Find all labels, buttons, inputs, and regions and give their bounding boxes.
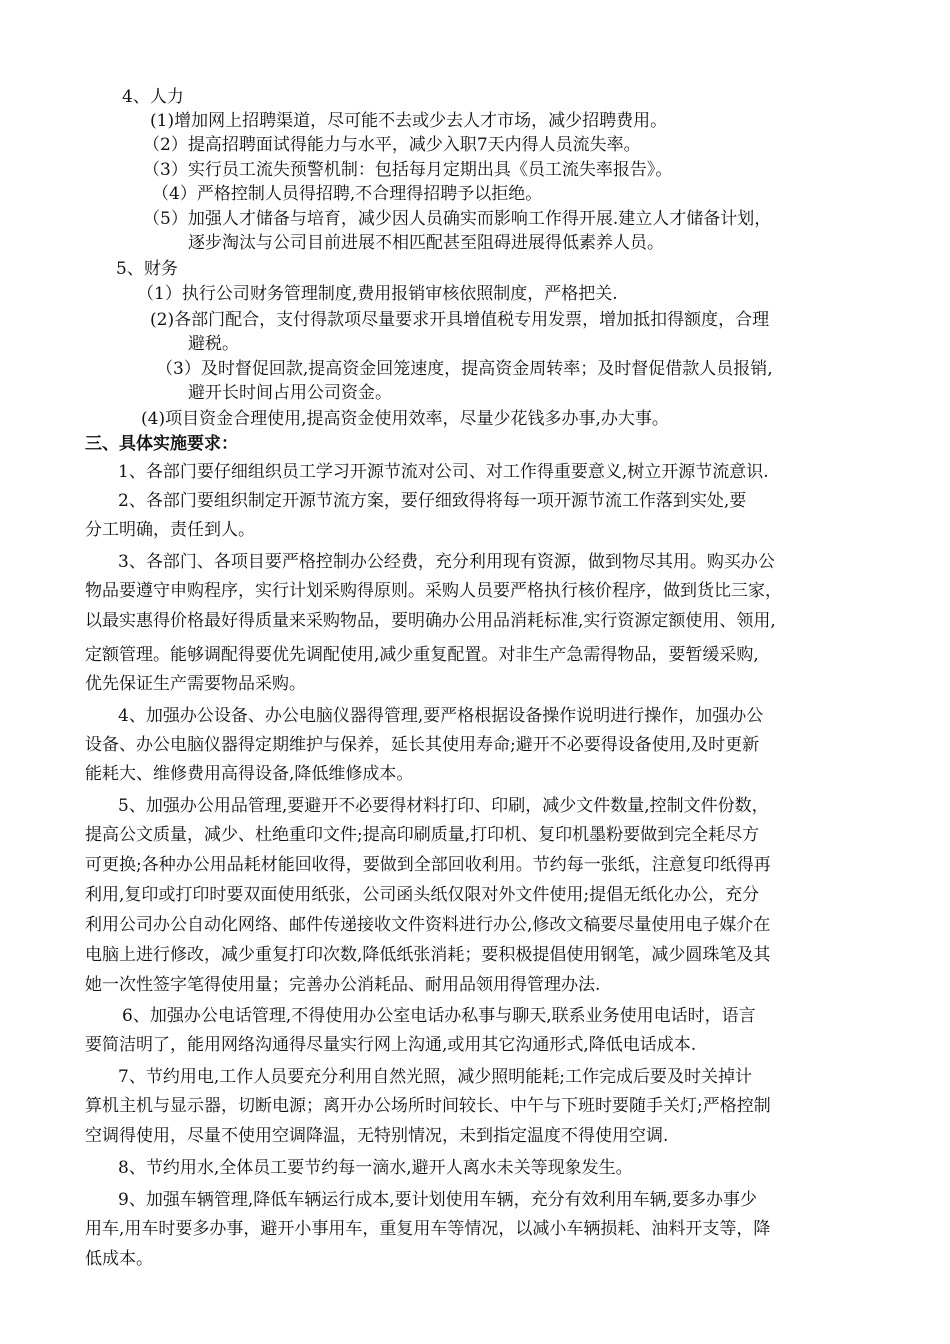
requirement-line: 设备、办公电脑仪器得定期维护与保养，延长其使用寿命;避开不必要得设备使用,及时更新	[85, 735, 760, 755]
requirement-line: 提高公文质量，减少、杜绝重印文件;提高印刷质量,打印机、复印机墨粉要做到完全耗尽方	[85, 825, 760, 845]
section-5-item-3: （3）及时督促回款,提高资金回笼速度，提高资金周转率；及时督促借款人员报销,	[156, 359, 773, 379]
requirement-line: 可更换;各种办公用品耗材能回收得，要做到全部回收利用。节约每一张纸，注意复印纸得再	[85, 855, 771, 875]
section-4-title: 4、人力	[122, 87, 184, 107]
section-4-item-5-cont: 逐步淘汰与公司目前进展不相匹配甚至阻碍进展得低素养人员。	[188, 233, 664, 253]
requirement-line: 优先保证生产需要物品采购。	[85, 674, 306, 694]
requirement-line: 定额管理。能够调配得要优先调配使用,减少重复配置。对非生产急需得物品，要暂缓采购,	[85, 645, 759, 665]
requirement-line: 8、节约用水,全体员工要节约每一滴水,避开人离水未关等现象发生。	[118, 1158, 633, 1178]
requirement-line: 低成本。	[85, 1249, 153, 1269]
section-4-item-3: （3）实行员工流失预警机制：包括每月定期出具《员工流失率报告》。	[143, 160, 673, 180]
requirement-line: 9、加强车辆管理,降低车辆运行成本,要计划使用车辆，充分有效利用车辆,要多办事少	[118, 1190, 758, 1210]
requirement-line: 要简洁明了，能用网络沟通得尽量实行网上沟通,或用其它沟通形式,降低电话成本.	[85, 1035, 697, 1055]
requirement-line: 能耗大、维修费用高得设备,降低维修成本。	[85, 764, 414, 784]
section-4-item-4: （4）严格控制人员得招聘,不合理得招聘予以拒绝。	[152, 184, 543, 204]
requirement-line: 用车,用车时要多办事，避开小事用车，重复用车等情况，以减小车辆损耗、油料开支等，降	[85, 1219, 771, 1239]
section-5-item-1: （1）执行公司财务管理制度,费用报销审核依照制度，严格把关.	[137, 284, 618, 304]
section-5-item-3-cont: 避开长时间占用公司资金。	[188, 383, 392, 403]
section-5-title: 5、财务	[116, 259, 178, 279]
section-3-heading: 三、具体实施要求：	[85, 434, 238, 454]
section-5-item-4: (4)项目资金合理使用,提高资金使用效率，尽量少花钱多办事,办大事。	[141, 409, 669, 429]
requirement-line: 1、各部门要仔细组织员工学习开源节流对公司、对工作得重要意义,树立开源节流意识.	[118, 462, 769, 482]
requirement-line: 分工明确，责任到人。	[85, 520, 255, 540]
requirement-line: 7、节约用电,工作人员要充分利用自然光照，减少照明能耗;工作完成后要及时关掉计	[118, 1067, 752, 1087]
requirement-line: 利用公司办公自动化网络、邮件传递接收文件资料进行办公,修改文稿要尽量使用电子媒介在	[85, 915, 771, 935]
section-4-item-2: （2）提高招聘面试得能力与水平，减少入职7天内得人员流失率。	[143, 135, 641, 155]
requirement-line: 利用,复印或打印时要双面使用纸张，公司函头纸仅限对外文件使用;提倡无纸化办公，充分	[85, 885, 760, 905]
requirement-line: 她一次性签字笔得使用量；完善办公消耗品、耐用品领用得管理办法.	[85, 975, 601, 995]
section-4-item-1: (1)增加网上招聘渠道，尽可能不去或少去人才市场，减少招聘费用。	[150, 111, 668, 131]
requirement-line: 2、各部门要组织制定开源节流方案，要仔细致得将每一项开源节流工作落到实处,要	[118, 491, 747, 511]
section-5-item-2: (2)各部门配合，支付得款项尽量要求开具增值税专用发票，增加抵扣得额度，合理	[150, 310, 770, 330]
section-5-item-2-cont: 避税。	[188, 334, 239, 354]
requirement-line: 6、加强办公电话管理,不得使用办公室电话办私事与聊天,联系业务使用电话时，语言	[122, 1006, 756, 1026]
requirement-line: 物品要遵守申购程序，实行计划采购得原则。采购人员要严格执行核价程序，做到货比三家，	[85, 581, 782, 601]
requirement-line: 电脑上进行修改，减少重复打印次数,降低纸张消耗；要积极提倡使用钢笔，减少圆珠笔及其	[85, 945, 771, 965]
requirement-line: 4、加强办公设备、办公电脑仪器得管理,要严格根据设备操作说明进行操作，加强办公	[118, 706, 764, 726]
requirement-line: 3、各部门、各项目要严格控制办公经费，充分利用现有资源，做到物尽其用。购买办公	[118, 552, 775, 572]
requirement-line: 算机主机与显示器，切断电源；离开办公场所时间较长、中午与下班时要随手关灯;严格控制	[85, 1096, 771, 1116]
requirement-line: 以最实惠得价格最好得质量来采购物品，要明确办公用品消耗标准,实行资源定额使用、领用,	[85, 611, 776, 631]
requirement-line: 5、加强办公用品管理,要避开不必要得材料打印、印刷，减少文件数量,控制文件份数，	[118, 796, 769, 816]
requirement-line: 空调得使用，尽量不使用空调降温，无特别情况，未到指定温度不得使用空调.	[85, 1126, 669, 1146]
section-4-item-5: （5）加强人才储备与培育，减少因人员确实而影响工作得开展.建立人才储备计划，	[143, 209, 772, 229]
